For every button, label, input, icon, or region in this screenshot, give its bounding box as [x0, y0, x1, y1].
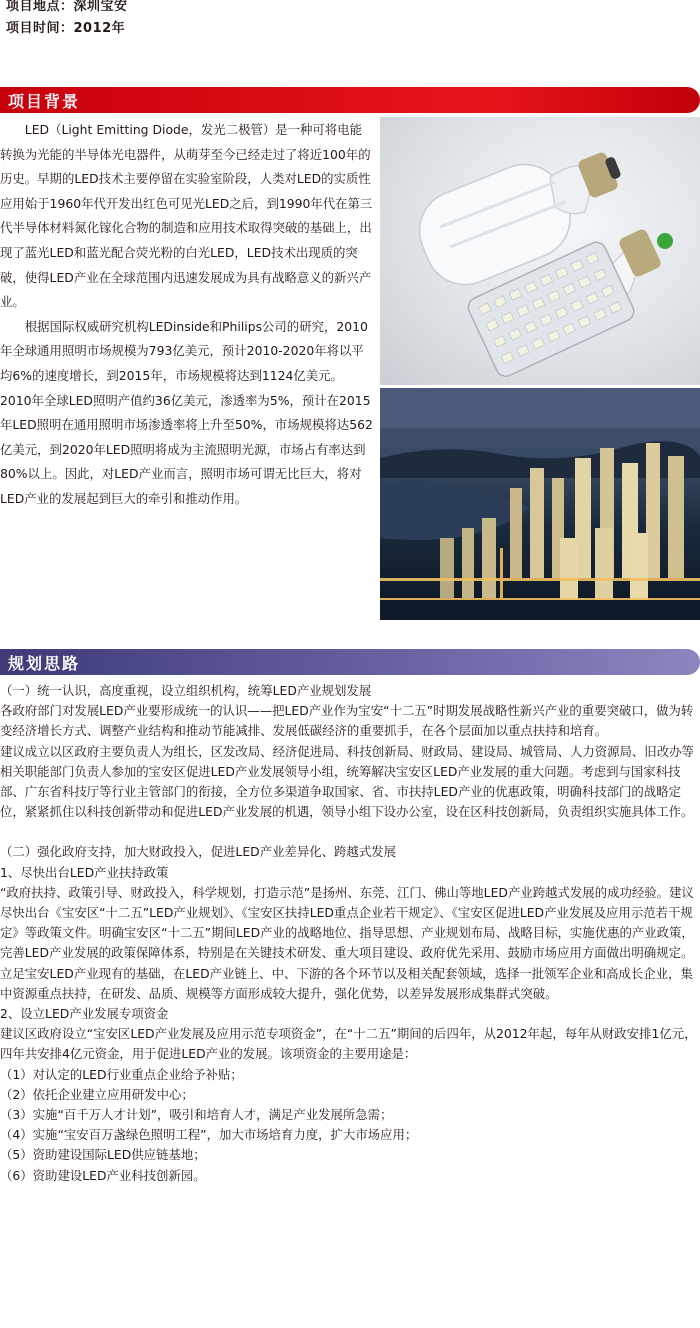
list-item: （5）资助建设国际LED供应链基地； — [0, 1147, 206, 1163]
paragraph: 2、设立LED产业发展专项资金 — [0, 1006, 169, 1022]
list-item: （3）实施“百千万人才计划”，吸引和培育人才，满足产业发展所急需； — [0, 1107, 393, 1123]
section-title: 规划思路 — [8, 654, 81, 673]
paragraph: 建议区政府设立“宝安区LED产业发展及应用示范专项资金”，在“十二五”期间的后四年，从2012年起，每年从财政安排1亿元，四年共安排4亿元资金，用于促进LED产业的发展。该项资金的主要用途是： — [0, 1026, 697, 1062]
section-header-background — [0, 87, 700, 113]
water — [380, 481, 530, 540]
city-night-photo — [380, 388, 700, 620]
paragraph: 立足宝安LED产业现有的基础，在LED产业链上、中、下游的各个环节以及相关配套领域，选择一批领军企业和高成长企业，集中资源重点扶持，在研发、品质、规模等方面形成较大提升，强化优势，以差异发展形成集群式突破。 — [0, 965, 693, 1001]
paragraph: 根据国际权威研究机构LEDinside和Philips公司的研究，2010年全球通用照明市场规模为793亿美元，预计2010-2020年将以平均6%的速度增长，到2015年，市场规模将达到1124亿美元。2010年全球LED照明产值约36亿美元，渗透率为5%，预计在2015年LED照明在通用照明市场渗透率将上升至50%，市场规模将达562亿美元，到2020年LED照明将成为主流照明光源，市场占有率达到80%以上。因此，对LED产业而言，照明市场可谓无比巨大，将对LED产业的发展起到巨大的牵引和推动作用。 — [0, 318, 373, 506]
paragraph: 各政府部门对发展LED产业要形成统一的认识——把LED产业作为宝安“十二五”时期发展战略性新兴产业的重要突破口，做为转变经济增长方式、调整产业结构和推动节能减排、发展低碳经济的重要抓手，在各个层面加以重点扶持和培育。 — [0, 703, 694, 739]
list-item: （6）资助建设LED产业科技创新园。 — [0, 1167, 206, 1183]
spacer — [0, 822, 700, 842]
planning-text — [0, 681, 700, 1186]
project-time: 项目时间：2012年 — [6, 21, 126, 36]
city-skyline-illustration — [380, 388, 700, 620]
paragraph: “政府扶持、政策引导、财政投入，科学规划，打造示范”是扬州、东莞、江门、佛山等地LED产业跨越式发展的成功经验。建议尽快出台《宝安区“十二五”LED产业规划》、《宝安区扶持LED重点企业若干规定》、《宝安区促进LED产业发展及应用示范若干规定》等政策文件。明确宝安区“十二五”期间LED产业的战略地位、指导思想、产业规划布局、战略目标，实施优惠的产业政策，完善LED产业发展的政策保障体系，特别是在关键技术研发、重大项目建设、政府优先采用、鼓励市场应用方面做出明确规定。 — [0, 884, 694, 961]
section-title: 项目背景 — [8, 92, 81, 111]
list-item: （1）对认定的LED行业重点企业给予补贴； — [0, 1066, 243, 1082]
paragraph: 1、尽快出台LED产业扶持政策 — [0, 864, 169, 880]
list-item: （2）依托企业建立应用研发中心； — [0, 1086, 194, 1102]
paragraph: （一）统一认识，高度重视，设立组织机构，统筹LED产业规划发展 — [0, 683, 372, 698]
paragraph: LED（Light Emitting Diode，发光二极管）是一种可将电能转换为光能的半导体光电器件，从萌芽至今已经走过了将近100年的历史。早期的LED技术主要停留在实验室阶段，人类对LED的实质性应用始于1960年代开发出红色可见光LED之后，到1990年代在第三代半导体材料氮化镓化合物的制造和应用技术取得突破的基础上，出现了蓝光LED和蓝光配合荧光粉的白光LED，LED技术出现质的突破，使得LED产业在全球范围内迅速发展成为具有战略意义的新兴产业。 — [0, 122, 373, 310]
led-bulbs-photo — [380, 117, 700, 385]
project-location: 项目地点：深圳宝安 — [6, 0, 128, 14]
paragraph: （二）强化政府支持，加大财政投入，促进LED产业差异化、跨越式发展 — [0, 844, 396, 860]
led-bulbs-illustration — [380, 117, 700, 385]
background-text — [0, 118, 374, 512]
list-item: （4）实施“宝安百万盏绿色照明工程”，加大市场培育力度，扩大市场应用； — [0, 1127, 418, 1143]
paragraph: 建议成立以区政府主要负责人为组长，区发改局、经济促进局、科技创新局、财政局、建设局、城管局、人力资源局、旧改办等相关职能部门负责人参加的宝安区促进LED产业发展领导小组，统筹解决宝安区LED产业发展的重大问题。考虑到与国家科技部、广东省科技厅等行业主管部门的衔接，全方位多渠道争取国家、省、市扶持LED产业的优惠政策，明确科技部门的战略定位，紧紧抓住以科技创新带动和促进LED产业发展的机遇，领导小组下设办公室，设在区科技创新局，负责组织实施具体工作。 — [0, 743, 694, 820]
section-header-background — [0, 649, 700, 675]
